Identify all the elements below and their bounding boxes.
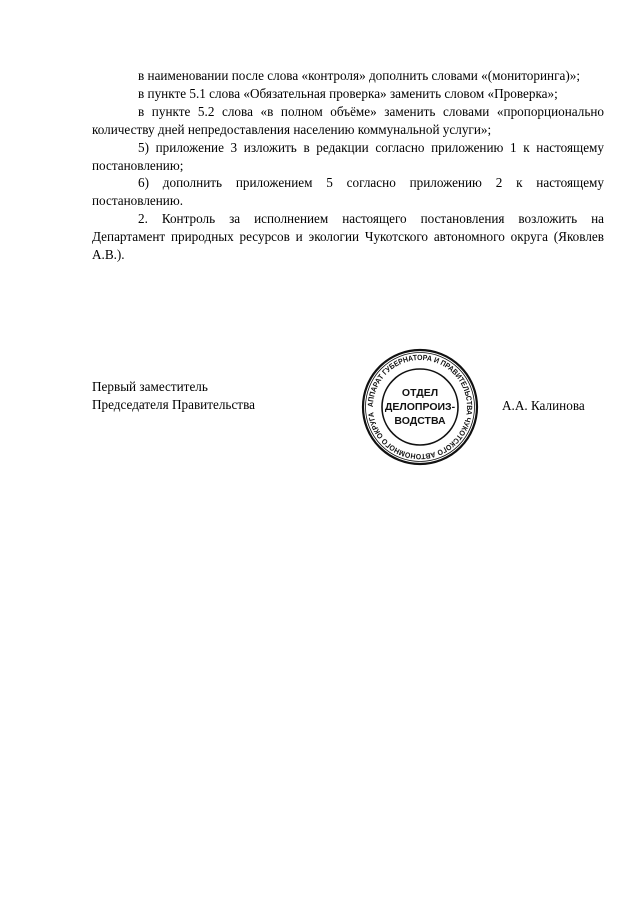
signatory-title-line-2: Председателя Правительства — [92, 396, 255, 412]
official-stamp — [360, 347, 480, 467]
paragraph-6: 2. Контроль за исполнением настоящего постановления возложить на Департамент природных ресурсов и экологии Чукотского автономного округа (Яковлев А.В.). — [92, 211, 604, 263]
paragraph-3: в пункте 5.2 слова «в полном объёме» заменить словами «пропорционально количеству дней непредоставления населению коммунальной услуги»; — [92, 103, 604, 137]
stamp-center-line-1: ОТДЕЛ — [401, 387, 439, 399]
paragraph-2: в пункте 5.1 слова «Обязательная проверка» заменить словом «Проверка»; — [138, 85, 558, 101]
stamp-center-line-3: ВОДСТВА — [394, 415, 446, 427]
stamp-ring-text: АППАРАТ ГУБЕРНАТОРА И ПРАВИТЕЛЬСТВА ЧУКОТСКОГО АВТОНОМНОГО ОКРУГА — [365, 352, 475, 462]
stamp-center-line-2: ДЕЛОПРОИЗ- — [384, 401, 456, 413]
signatory-title-line-1: Первый заместитель — [92, 379, 208, 394]
paragraph-5: 6) дополнить приложением 5 согласно приложению 2 к настоящему постановлению. — [92, 175, 604, 209]
signatory-title — [92, 378, 255, 414]
paragraph-1: в наименовании после слова «контроля» дополнить словами «(мониторинга)»; — [138, 68, 580, 83]
paragraph-4: 5) приложение 3 изложить в редакции согласно приложению 1 к настоящему постановлению; — [92, 139, 604, 173]
signatory-name: А.А. Калинова — [502, 398, 585, 413]
